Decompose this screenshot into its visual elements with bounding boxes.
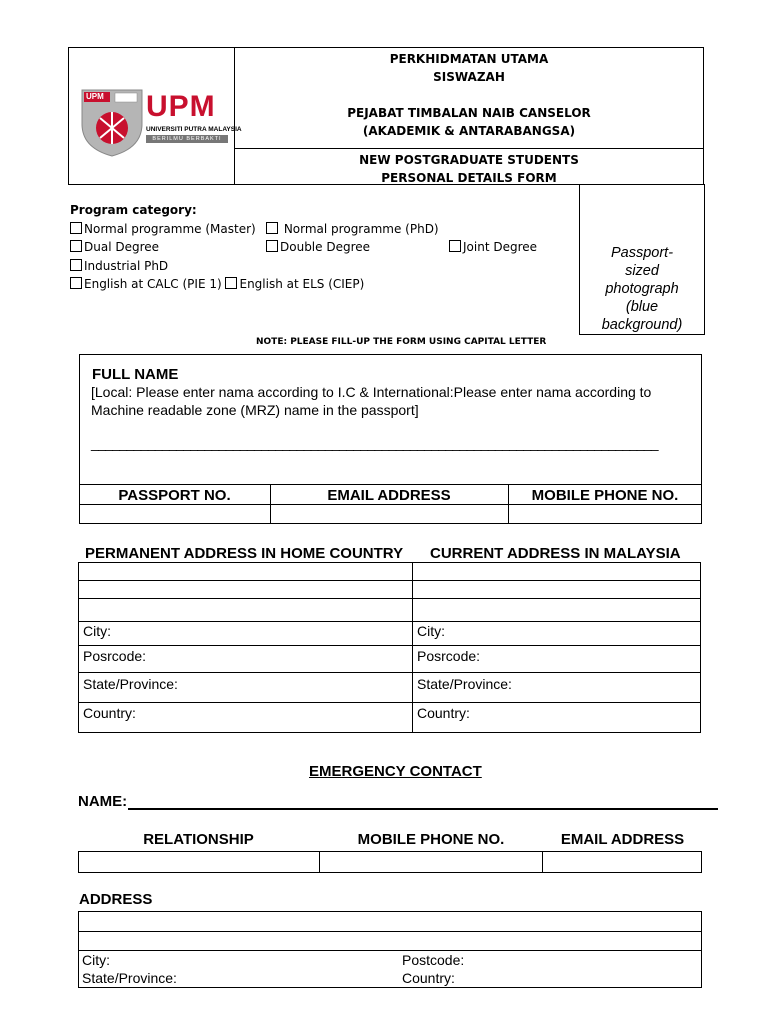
full-name-instruction-2: Machine readable zone (MRZ) name in the passport]	[91, 402, 419, 418]
current-city-label: City:	[417, 623, 445, 639]
current-address-line-2[interactable]	[413, 581, 699, 598]
full-name-input-line[interactable]: ________________________________________________________________________________	[91, 435, 658, 451]
emergency-name-label: NAME:	[78, 793, 128, 810]
permanent-address-heading: PERMANENT ADDRESS IN HOME COUNTRY	[85, 545, 404, 562]
relationship-header: RELATIONSHIP	[143, 831, 254, 848]
form-title-2: PERSONAL DETAILS FORM	[381, 171, 557, 185]
checkbox-icon[interactable]	[70, 277, 82, 289]
photo-line-2: sized	[625, 263, 659, 279]
logo-wordmark: UPM	[146, 90, 216, 123]
emergency-name-input-line[interactable]	[128, 808, 718, 810]
checkbox-icon[interactable]	[449, 240, 461, 252]
option-normal-master[interactable]: Normal programme (Master)	[70, 220, 256, 238]
current-country-label: Country:	[417, 705, 470, 721]
checkbox-icon[interactable]	[266, 240, 278, 252]
emergency-contact-heading: EMERGENCY CONTACT	[309, 763, 482, 780]
emergency-state-label: State/Province:	[82, 970, 177, 986]
checkbox-icon[interactable]	[70, 222, 82, 234]
mobile-phone-cell[interactable]	[509, 505, 701, 523]
permanent-state-label: State/Province:	[83, 676, 178, 692]
emergency-address-line-2[interactable]	[79, 932, 701, 950]
emergency-city-label: City:	[82, 952, 110, 968]
option-joint-degree[interactable]: Joint Degree	[449, 238, 537, 256]
current-postcode-label: Posrcode:	[417, 648, 481, 664]
emergency-mobile-cell[interactable]	[320, 852, 542, 872]
logo-university-name: UNIVERSITI PUTRA MALAYSIA	[146, 126, 242, 133]
passport-no-header: PASSPORT NO.	[118, 487, 231, 504]
option-english-calc[interactable]: English at CALC (PIE 1) English at ELS (CIEP)	[70, 275, 364, 293]
emergency-mobile-header: MOBILE PHONE NO.	[357, 831, 505, 848]
current-address-heading: CURRENT ADDRESS IN MALAYSIA	[430, 545, 681, 562]
full-name-instruction-1: [Local: Please enter nama according to I.C & International:Please enter nama according to	[91, 384, 652, 400]
passport-photo-box[interactable]	[579, 184, 705, 335]
header-line-1: PERKHIDMATAN UTAMA	[389, 52, 549, 66]
permanent-country-label: Country:	[83, 705, 136, 721]
emergency-email-header: EMAIL ADDRESS	[560, 831, 685, 848]
form-title-1: NEW POSTGRADUATE STUDENTS	[359, 153, 579, 167]
mobile-phone-header: MOBILE PHONE NO.	[531, 487, 679, 504]
emergency-country-label: Country:	[402, 970, 455, 986]
option-dual-degree[interactable]: Dual Degree	[70, 238, 159, 256]
current-state-label: State/Province:	[417, 676, 512, 692]
option-double-degree[interactable]: Double Degree	[266, 238, 370, 256]
permanent-postcode-label: Posrcode:	[83, 648, 147, 664]
program-category-heading: Program category:	[70, 203, 197, 217]
emergency-address-heading: ADDRESS	[79, 891, 153, 908]
emergency-address-line-1[interactable]	[79, 912, 701, 931]
checkbox-icon[interactable]	[266, 222, 278, 234]
photo-line-5: background)	[601, 317, 683, 333]
capital-letter-note: NOTE: PLEASE FILL-UP THE FORM USING CAPITAL LETTER	[256, 337, 547, 347]
current-address-line-1[interactable]	[413, 563, 699, 580]
upm-logo	[80, 88, 242, 158]
permanent-address-line-3[interactable]	[79, 599, 411, 621]
photo-line-3: photograph	[605, 281, 679, 297]
relationship-cell[interactable]	[79, 852, 319, 872]
emergency-postcode-label: Postcode:	[402, 952, 465, 968]
logo-badge-text: UPM	[86, 92, 104, 101]
option-industrial-phd[interactable]: Industrial PhD	[70, 257, 168, 275]
full-name-heading: FULL NAME	[92, 366, 179, 383]
checkbox-icon[interactable]	[70, 240, 82, 252]
permanent-address-line-2[interactable]	[79, 581, 411, 598]
emergency-email-cell[interactable]	[543, 852, 701, 872]
permanent-address-line-1[interactable]	[79, 563, 411, 580]
checkbox-icon[interactable]	[225, 277, 237, 289]
photo-line-1: Passport-	[610, 245, 674, 261]
email-address-cell[interactable]	[271, 505, 507, 523]
header-line-3: PEJABAT TIMBALAN NAIB CANSELOR	[347, 106, 591, 120]
photo-line-4: (blue	[625, 299, 659, 315]
email-address-header: EMAIL ADDRESS	[327, 487, 451, 504]
header-line-2: SISWAZAH	[433, 70, 505, 84]
current-address-line-3[interactable]	[413, 599, 699, 621]
permanent-city-label: City:	[83, 623, 111, 639]
header-line-4: (AKADEMIK & ANTARABANGSA)	[362, 124, 576, 138]
logo-motto: BERILMU BERBAKTI	[146, 135, 228, 143]
option-normal-phd[interactable]: Normal programme (PhD)	[266, 220, 439, 238]
passport-no-cell[interactable]	[80, 505, 269, 523]
checkbox-icon[interactable]	[70, 259, 82, 271]
